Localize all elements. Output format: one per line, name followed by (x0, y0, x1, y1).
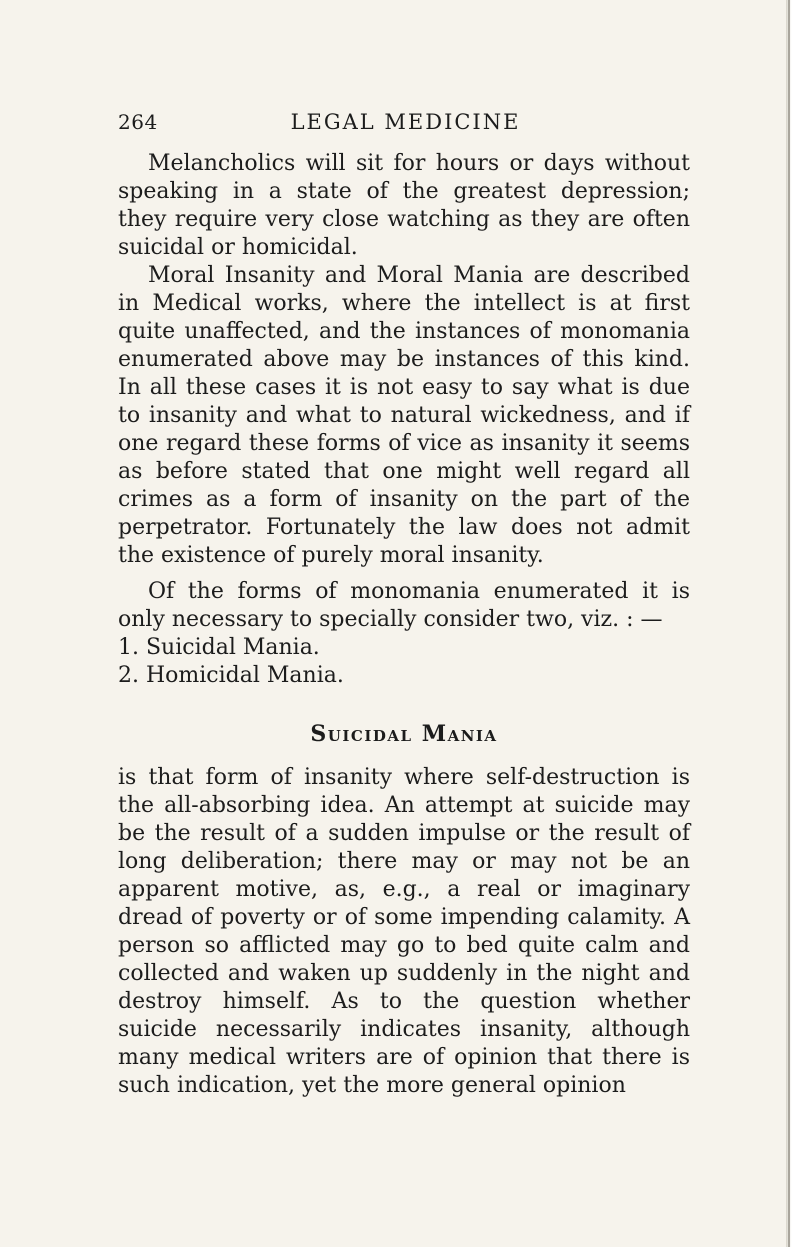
page-edge-divider (786, 0, 800, 1247)
paragraph-melancholics: Melancholics will sit for hours or days without speaking in a state of the greatest depression; they require very close watching as they are often suicidal or homicidal. (118, 151, 690, 260)
running-title: LEGAL MEDICINE (290, 110, 521, 134)
page-body (118, 150, 690, 1100)
page-header (118, 110, 693, 140)
page-number: 264 (118, 110, 158, 134)
section-heading-suicidal-mania: Suicidal Mania (310, 721, 498, 747)
paragraph-suicidal-mania: is that form of insanity where self-destruction is the all-absorbing idea. An attempt at suicide may be the result of a sudden impulse or the result of long deliberation; there may or may not be an apparent motive, as, e.g., a real or imaginary dread of poverty or of some impending calamity. A person so afflicted may go to bed quite calm and collected and waken up suddenly in the night and destroy himself. As to the question whether suicide necessarily indicates insanity, although many medical writers are of opinion that there is such indication, yet the more general opinion (118, 765, 690, 1098)
paragraph-moral-insanity: Moral Insanity and Moral Mania are described in Medical works, where the intellect is at first quite unaffected, and the instances of monomania enumerated above may be instances of this kind. In all these cases it is not easy to say what is due to insanity and what to natural wickedness, and if one regard these forms of vice as insanity it seems as before stated that one might well regard all crimes as a form of insanity on the part of the perpetrator. Fortunately the law does not admit the existence of purely moral insanity. (118, 263, 690, 568)
list-item-homicidal-mania: 2. Homicidal Mania. (118, 663, 344, 688)
list-item-suicidal-mania: 1. Suicidal Mania. (118, 635, 320, 660)
paragraph-monomania-forms: Of the forms of monomania enumerated it is only necessary to specially consider two, viz. : — (118, 579, 690, 632)
